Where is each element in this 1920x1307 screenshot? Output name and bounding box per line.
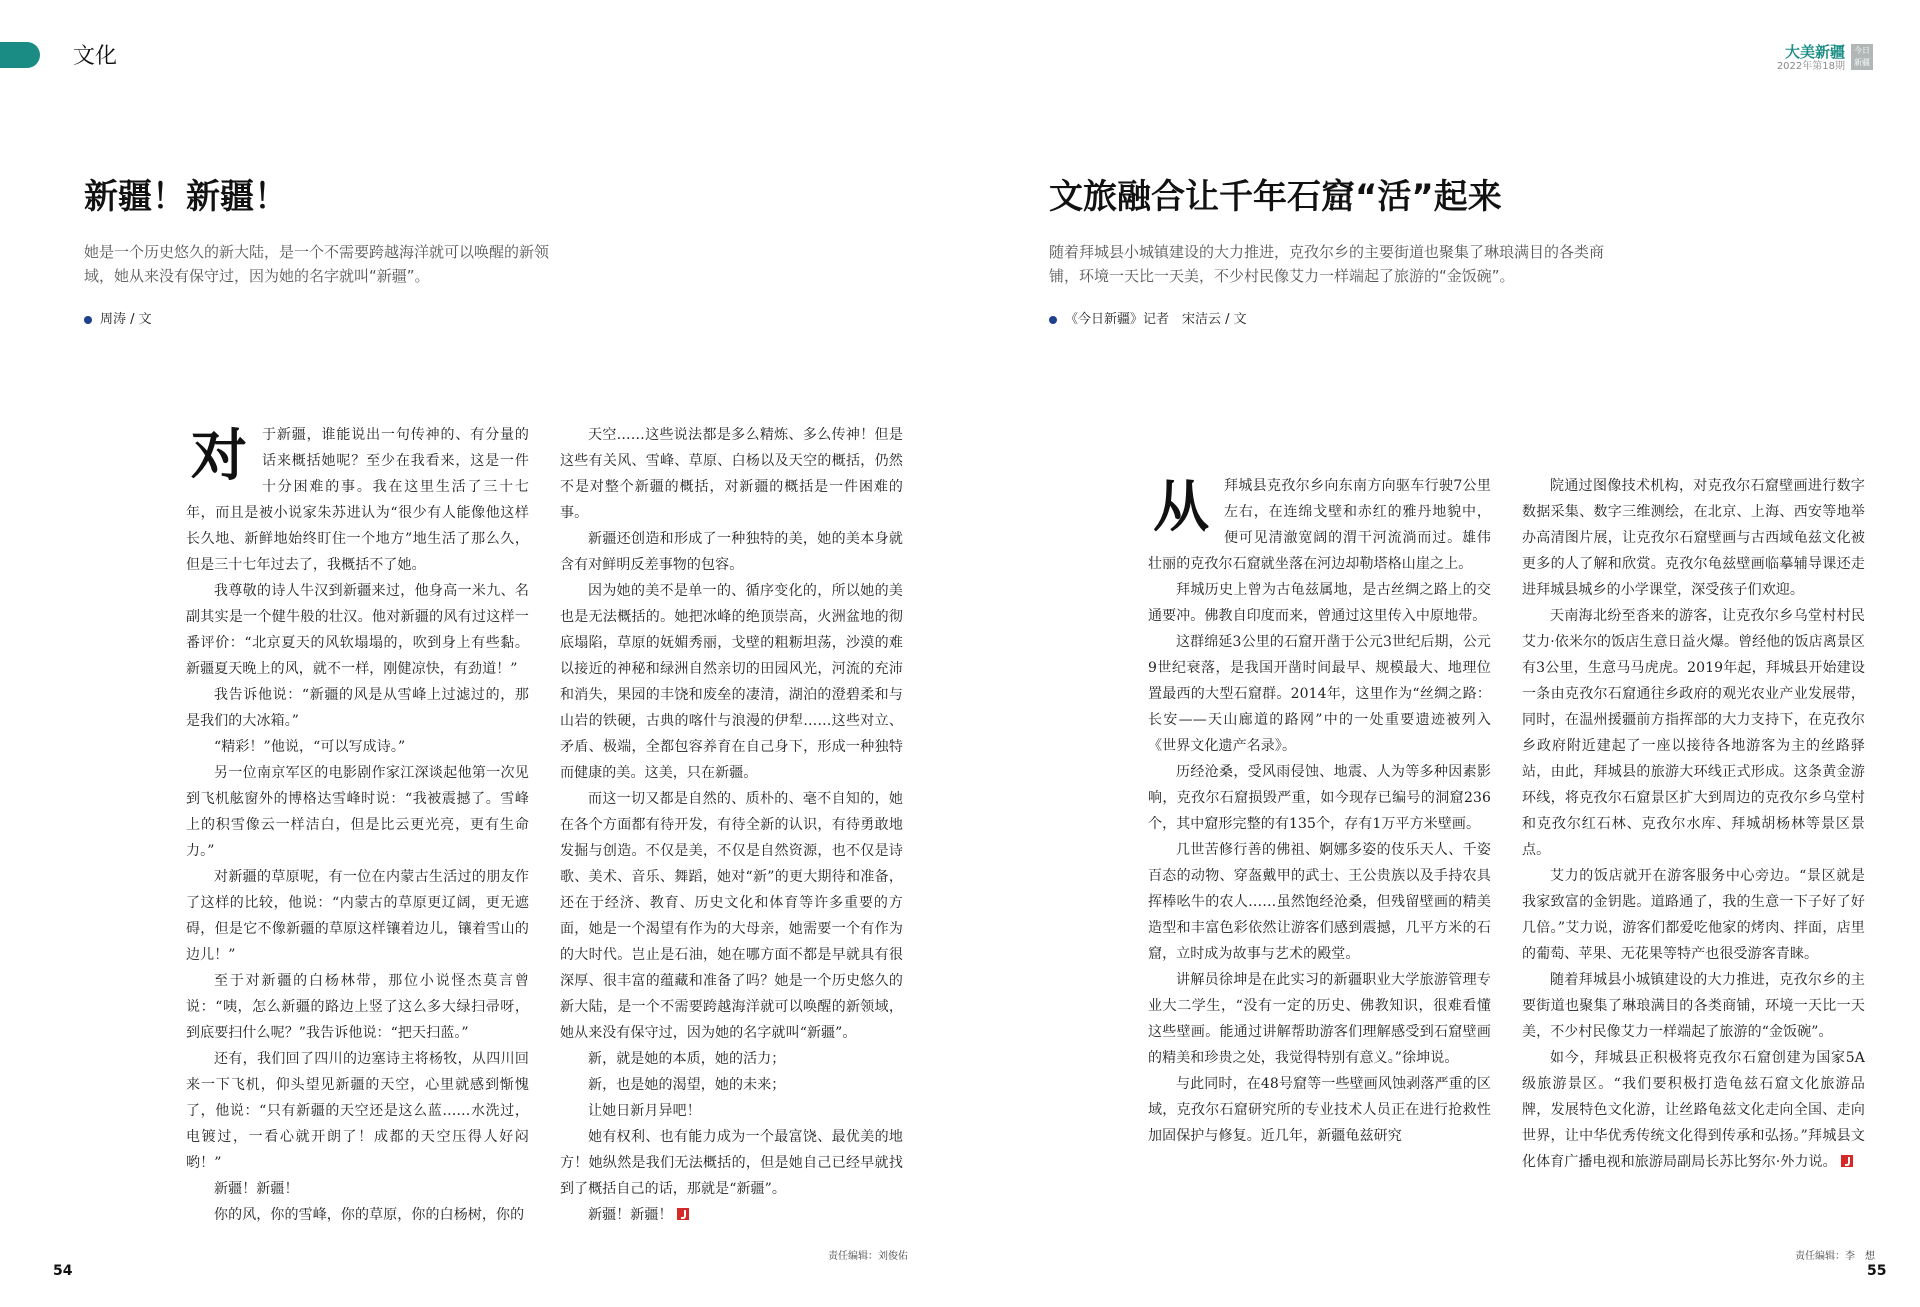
paragraph: 艾力的饭店就开在游客服务中心旁边。“景区就是我家致富的金钥匙。道路通了，我的生意一下子好了好几倍。”艾力说，游客们都爱吃他家的烤肉、拌面，店里的葡萄、苹果、无花果等特产也很受游客青睐。 — [1522, 868, 1865, 962]
paragraph: 院通过图像技术机构，对克孜尔石窟壁画进行数字数据采集、数字三维测绘，在北京、上海、西安等地举办高清图片展，让克孜尔石窟壁画与古西域龟兹文化被更多的人了解和欣赏。克孜尔龟兹壁画临摹辅导课还走进拜城县城乡的小学课堂，深受孩子们欢迎。 — [1522, 478, 1865, 598]
paragraph: 我告诉他说：“新疆的风是从雪峰上过滤过的，那是我们的大冰箱。” — [186, 687, 529, 729]
paragraph: 拜城历史上曾为古龟兹属地，是古丝绸之路上的交通要冲。佛教自印度而来，曾通过这里传入中原地带。 — [1148, 582, 1491, 624]
right-article-column-1 — [1148, 473, 1491, 1149]
paragraph: 让她日新月异吧！ — [588, 1103, 701, 1119]
brand-logo-box: 今日新疆 — [1851, 44, 1873, 70]
end-mark-icon — [1841, 1155, 1853, 1167]
right-article-lede: 随着拜城县小城镇建设的大力推进，克孜尔乡的主要街道也聚集了琳琅满目的各类商铺，环境一天比一天美，不少村民像艾力一样端起了旅游的“金饭碗”。 — [1049, 243, 1605, 285]
paragraph: 我尊敬的诗人牛汉到新疆来过，他身高一米九、名副其实是一个健牛般的壮汉。他对新疆的风有过这样一番评价：“北京夏天的风软塌塌的，吹到身上有些黏。新疆夏天晚上的风，就不一样，刚健凉快，有劲道！” — [186, 583, 529, 677]
right-editor-credit: 责任编辑：李 想 — [1795, 1251, 1875, 1262]
paragraph: 新疆！新疆！ — [560, 1202, 903, 1228]
paragraph: 因为她的美不是单一的、循序变化的，所以她的美也是无法概括的。她把冰峰的绝顶崇高，火洲盆地的彻底塌陷，草原的妩媚秀丽，戈壁的粗粝坦荡，沙漠的难以接近的神秘和绿洲自然亲切的田园风光，河流的充沛和消失，果园的丰饶和废垒的凄清，湖泊的澄碧柔和与山岩的铁硬，古典的喀什与浪漫的伊犁……这些对立、矛盾、极端，全都包容养育在自己身下，形成一种独特而健康的美。这美，只在新疆。 — [560, 583, 903, 781]
paragraph: 随着拜城县小城镇建设的大力推进，克孜尔乡的主要街道也聚集了琳琅满目的各类商铺，环境一天比一天美，不少村民像艾力一样端起了旅游的“金饭碗”。 — [1522, 972, 1865, 1040]
page-number-right: 55 — [1867, 1263, 1887, 1279]
left-article-title: 新疆！新疆！ — [84, 177, 288, 217]
paragraph: 至于对新疆的白杨林带，那位小说怪杰莫言曾说：“咦，怎么新疆的路边上竖了这么多大绿扫帚呀，到底要扫什么呢？”我告诉他说：“把天扫蓝。” — [186, 973, 529, 1041]
brand-issue: 2022年第18期 — [1776, 61, 1845, 72]
byline-dot-icon — [1049, 316, 1057, 324]
paragraph: 对新疆的草原呢，有一位在内蒙古生活过的朋友作了这样的比较，他说：“内蒙古的草原更辽阔，更无遮碍，但是它不像新疆的草原这样镶着边儿，镶着雪山的边儿！” — [186, 869, 529, 963]
paragraph: 这群绵延3公里的石窟开凿于公元3世纪后期，公元9世纪衰落，是我国开凿时间最早、规模最大、地理位置最西的大型石窟群。2014年，这里作为“丝绸之路：长安——天山廊道的路网”中的一处重要遗迹被列入《世界文化遗产名录》。 — [1148, 634, 1491, 754]
right-article-column-2 — [1522, 473, 1865, 1175]
byline-dot-icon — [84, 316, 92, 324]
right-article-title: 文旅融合让千年石窟“活”起来 — [1049, 177, 1502, 217]
paragraph: 新疆还创造和形成了一种独特的美，她的美本身就含有对鲜明反差事物的包容。 — [560, 531, 903, 573]
section-label: 文化 — [73, 44, 118, 69]
paragraph: 而这一切又都是自然的、质朴的、毫不自知的，她在各个方面都有待开发，有待全新的认识，有待勇敢地发掘与创造。不仅是美，不仅是自然资源，也不仅是诗歌、美术、音乐、舞蹈，她对“新”的更大期待和准备，还在于经济、教育、历史文化和体育等许多重要的方面，她是一个渴望有作为的大母亲，她需要一个有作为的大时代。岂止是石油，她在哪方面不都是早就具有很深厚、很丰富的蕴藏和准备了吗？她是一个历史悠久的新大陆，是一个不需要跨越海洋就可以唤醒的新领域，她从来没有保守过，因为她的名字就叫“新疆”。 — [560, 791, 903, 1041]
end-mark-icon — [677, 1208, 689, 1220]
paragraph: 天空……这些说法都是多么精炼、多么传神！但是这些有关风、雪峰、草原、白杨以及天空的概括，仍然不是对整个新疆的概括，对新疆的概括是一件困难的事。 — [560, 427, 903, 521]
paragraph: 新，也是她的渴望，她的未来； — [588, 1077, 786, 1093]
paragraph: 新疆！新疆！ — [214, 1181, 299, 1197]
byline-text: 《今日新疆》记者 宋洁云 / 文 — [1065, 312, 1247, 327]
left-article-column-1 — [186, 422, 529, 1228]
dropcap: 从 — [1152, 474, 1210, 540]
byline-text: 周涛 / 文 — [100, 312, 152, 327]
masthead-brand — [1777, 44, 1873, 73]
paragraph: 她有权利、也有能力成为一个最富饶、最优美的地方！她纵然是我们无法概括的，但是她自己已经早就找到了概括自己的话，那就是“新疆”。 — [560, 1129, 903, 1197]
paragraph: 另一位南京军区的电影剧作家江深谈起他第一次见到飞机舷窗外的博格达雪峰时说：“我被震撼了。雪峰上的积雪像云一样洁白，但是比云更光亮，更有生命力。” — [186, 765, 529, 859]
left-article-lede: 她是一个历史悠久的新大陆，是一个不需要跨越海洋就可以唤醒的新领域，她从来没有保守过，因为她的名字就叫“新疆”。 — [84, 243, 550, 285]
left-article-column-2 — [560, 422, 903, 1228]
paragraph: 历经沧桑，受风雨侵蚀、地震、人为等多种因素影响，克孜尔石窟损毁严重，如今现存已编号的洞窟236个，其中窟形完整的有135个，存有1万平方米壁画。 — [1148, 764, 1491, 832]
paragraph: 如今，拜城县正积极将克孜尔石窟创建为国家5A级旅游景区。“我们要积极打造龟兹石窟文化旅游品牌，发展特色文化游，让丝路龟兹文化走向全国、走向世界，让中华优秀传统文化得到传承和弘扬。”拜城县文化体育广播电视和旅游局副局长苏比努尔·外力说。 — [1522, 1050, 1865, 1170]
paragraph: 拜城县克孜尔乡向东南方向驱车行驶7公里左右，在连绵戈壁和赤红的雅丹地貌中，便可见清澈宽阔的渭干河流淌而过。雄伟壮丽的克孜尔石窟就坐落在河边却勒塔格山崖之上。 — [1148, 478, 1491, 572]
dropcap: 对 — [190, 423, 248, 489]
right-article-byline — [1049, 310, 1247, 330]
paragraph: 于新疆，谁能说出一句传神的、有分量的话来概括她呢？至少在我看来，这是一件十分困难的事。我在这里生活了三十七年，而且是被小说家朱苏进认为“很少有人能像他这样长久地、新鲜地始终盯住一个地方”地生活了那么久，但是三十七年过去了，我概括不了她。 — [186, 427, 529, 573]
page-number-left: 54 — [53, 1263, 73, 1279]
paragraph: 几世苦修行善的佛祖、婀娜多姿的伎乐天人、千姿百态的动物、穿盔戴甲的武士、王公贵族以及手持农具挥棒吆牛的农人……虽然饱经沧桑，但残留壁画的精美造型和丰富色彩依然让游客们感到震撼，几平方米的石窟，立时成为故事与艺术的殿堂。 — [1148, 842, 1491, 962]
paragraph: “精彩！”他说，“可以写成诗。” — [214, 739, 406, 755]
left-article-byline — [84, 310, 152, 330]
paragraph: 天南海北纷至沓来的游客，让克孜尔乡乌堂村村民艾力·依米尔的饭店生意日益火爆。曾经他的饭店离景区有3公里，生意马马虎虎。2019年起，拜城县开始建设一条由克孜尔石窟通往乡政府的观光农业产业发展带，同时，在温州援疆前方指挥部的大力支持下，在克孜尔乡政府附近建起了一座以接待各地游客为主的丝路驿站，由此，拜城县的旅游大环线正式形成。这条黄金游环线，将克孜尔石窟景区扩大到周边的克孜尔乡乌堂村和克孜尔红石林、克孜尔水库、拜城胡杨林等景区景点。 — [1522, 608, 1865, 858]
paragraph: 还有，我们回了四川的边塞诗主将杨牧，从四川回来一下飞机，仰头望见新疆的天空，心里就感到惭愧了，他说：“只有新疆的天空还是这么蓝……水洗过，电镀过，一看心就开朗了！成都的天空压得人好闷哟！” — [186, 1051, 529, 1171]
brand-name: 大美新疆 — [1784, 43, 1845, 61]
left-editor-credit: 责任编辑：刘俊佑 — [828, 1251, 908, 1262]
paragraph: 你的风，你的雪峰，你的草原，你的白杨树，你的 — [214, 1207, 525, 1223]
paragraph: 讲解员徐坤是在此实习的新疆职业大学旅游管理专业大二学生，“没有一定的历史、佛教知识，很难看懂这些壁画。能通过讲解帮助游客们理解感受到石窟壁画的精美和珍贵之处，我觉得特别有意义。”徐坤说。 — [1148, 972, 1491, 1066]
section-tab-marker — [0, 42, 40, 68]
paragraph: 新，就是她的本质，她的活力； — [588, 1051, 786, 1067]
paragraph: 与此同时，在48号窟等一些壁画风蚀剥落严重的区域，克孜尔石窟研究所的专业技术人员正在进行抢救性加固保护与修复。近几年，新疆龟兹研究 — [1148, 1076, 1491, 1144]
